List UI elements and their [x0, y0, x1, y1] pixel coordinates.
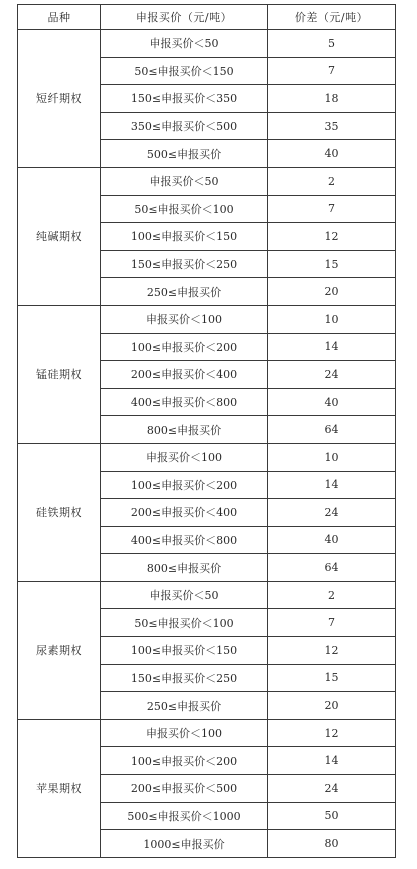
bid-price-range-cell: 400≤申报买价＜800 [101, 526, 268, 554]
price-spread-cell: 7 [268, 57, 396, 85]
bid-price-range-cell: 申报买价＜50 [101, 581, 268, 609]
bid-price-range-cell: 200≤申报买价＜400 [101, 361, 268, 389]
price-spread-cell: 24 [268, 775, 396, 803]
table-header-row [18, 5, 396, 30]
bid-price-range-cell: 1000≤申报买价 [101, 830, 268, 858]
bid-price-range-cell: 800≤申报买价 [101, 416, 268, 444]
price-spread-cell: 24 [268, 499, 396, 527]
header-variety: 品种 [18, 5, 101, 30]
price-spread-cell: 80 [268, 830, 396, 858]
price-spread-cell: 40 [268, 140, 396, 168]
bid-price-range-cell: 100≤申报买价＜150 [101, 637, 268, 665]
variety-cell: 硅铁期权 [18, 443, 101, 581]
variety-cell: 纯碱期权 [18, 167, 101, 305]
bid-price-range-cell: 申报买价＜100 [101, 443, 268, 471]
bid-price-range-cell: 150≤申报买价＜350 [101, 85, 268, 113]
price-spread-cell: 7 [268, 195, 396, 223]
header-bid-price: 申报买价（元/吨） [101, 5, 268, 30]
bid-price-range-cell: 200≤申报买价＜400 [101, 499, 268, 527]
table-row [18, 305, 396, 333]
bid-price-range-cell: 100≤申报买价＜200 [101, 333, 268, 361]
price-spread-cell: 14 [268, 471, 396, 499]
price-spread-cell: 5 [268, 30, 396, 58]
price-spread-cell: 64 [268, 554, 396, 582]
price-spread-cell: 35 [268, 112, 396, 140]
bid-price-range-cell: 100≤申报买价＜150 [101, 223, 268, 251]
bid-price-range-cell: 200≤申报买价＜500 [101, 775, 268, 803]
bid-price-range-cell: 350≤申报买价＜500 [101, 112, 268, 140]
price-spread-cell: 40 [268, 388, 396, 416]
variety-cell: 锰硅期权 [18, 305, 101, 443]
price-spread-cell: 10 [268, 443, 396, 471]
bid-price-range-cell: 50≤申报买价＜100 [101, 609, 268, 637]
bid-price-range-cell: 150≤申报买价＜250 [101, 250, 268, 278]
spread-table-container [17, 4, 395, 858]
bid-price-range-cell: 50≤申报买价＜150 [101, 57, 268, 85]
bid-price-range-cell: 申报买价＜100 [101, 719, 268, 747]
table-row [18, 581, 396, 609]
bid-price-range-cell: 400≤申报买价＜800 [101, 388, 268, 416]
price-spread-cell: 64 [268, 416, 396, 444]
price-spread-cell: 14 [268, 747, 396, 775]
price-spread-cell: 7 [268, 609, 396, 637]
bid-price-range-cell: 申报买价＜50 [101, 167, 268, 195]
price-spread-cell: 20 [268, 692, 396, 720]
price-spread-cell: 15 [268, 250, 396, 278]
bid-price-range-cell: 250≤申报买价 [101, 278, 268, 306]
price-spread-cell: 10 [268, 305, 396, 333]
price-spread-cell: 15 [268, 664, 396, 692]
price-spread-cell: 12 [268, 719, 396, 747]
price-spread-cell: 20 [268, 278, 396, 306]
header-price-spread: 价差（元/吨） [268, 5, 396, 30]
bid-price-range-cell: 50≤申报买价＜100 [101, 195, 268, 223]
table-row [18, 30, 396, 58]
variety-cell: 短纤期权 [18, 30, 101, 168]
price-spread-cell: 2 [268, 581, 396, 609]
bid-price-range-cell: 申报买价＜100 [101, 305, 268, 333]
bid-price-range-cell: 250≤申报买价 [101, 692, 268, 720]
price-spread-cell: 18 [268, 85, 396, 113]
variety-cell: 尿素期权 [18, 581, 101, 719]
table-row [18, 443, 396, 471]
table-body [18, 30, 396, 858]
price-spread-cell: 12 [268, 637, 396, 665]
bid-price-range-cell: 800≤申报买价 [101, 554, 268, 582]
price-spread-cell: 40 [268, 526, 396, 554]
price-spread-cell: 12 [268, 223, 396, 251]
price-spread-table [17, 4, 396, 858]
price-spread-cell: 14 [268, 333, 396, 361]
bid-price-range-cell: 100≤申报买价＜200 [101, 747, 268, 775]
bid-price-range-cell: 500≤申报买价＜1000 [101, 802, 268, 830]
bid-price-range-cell: 150≤申报买价＜250 [101, 664, 268, 692]
price-spread-cell: 24 [268, 361, 396, 389]
bid-price-range-cell: 100≤申报买价＜200 [101, 471, 268, 499]
price-spread-cell: 2 [268, 167, 396, 195]
bid-price-range-cell: 申报买价＜50 [101, 30, 268, 58]
table-row [18, 719, 396, 747]
variety-cell: 苹果期权 [18, 719, 101, 857]
table-row [18, 167, 396, 195]
bid-price-range-cell: 500≤申报买价 [101, 140, 268, 168]
price-spread-cell: 50 [268, 802, 396, 830]
